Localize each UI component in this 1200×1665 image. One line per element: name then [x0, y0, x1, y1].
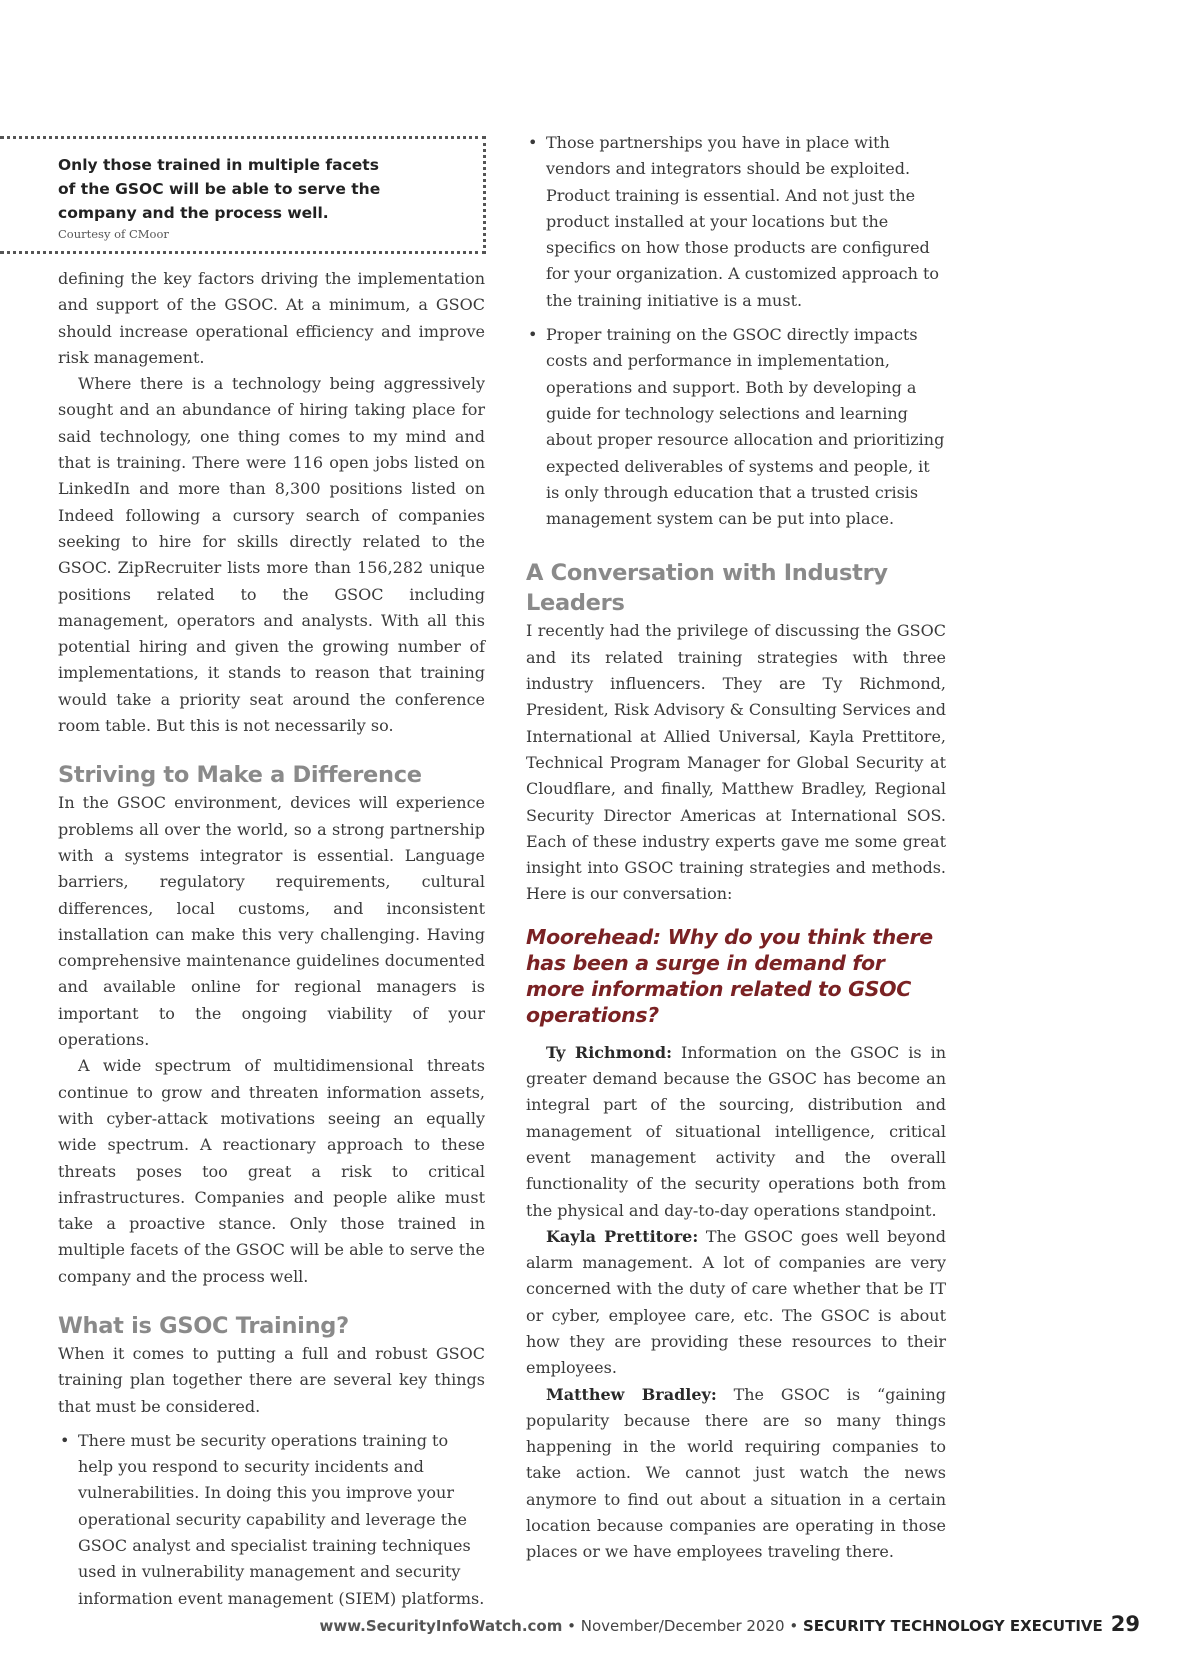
bullet-icon: •: [528, 325, 538, 345]
photo-caption: Only those trained in multiple facets of the GSOC will be able to serve the company and the process well.: [58, 156, 381, 222]
bullet-text: Proper training on the GSOC directly impacts costs and performance in implementation, operations and support. Both by developing a guide for technology selections and learning about proper resource allocation and prioritizing expected deliverables of systems and people, it is only through education that a trusted crisis management system can be put into place.: [546, 325, 945, 529]
paragraph: In the GSOC environment, devices will experience problems all over the world, so a strong partnership with a systems integrator is essential. Language barriers, regulatory requirements, cultural differences, local customs, and inconsistent installation can make this very challenging. Having comprehensive maintenance guidelines documented and available online for regional managers is important to the ongoing viability of your operations.: [58, 793, 485, 1050]
bullet-text: Those partnerships you have in place with vendors and integrators should be exploited. Product training is essential. And not just the product installed at your locations but the specifics on how those products are configured for your organization. A customized approach to the training initiative is a must.: [546, 133, 940, 310]
paragraph: defining the key factors driving the implementation and support of the GSOC. At a minimum, a GSOC should increase operational efficiency and improve risk management.: [58, 269, 485, 367]
section-heading-conversation: A Conversation with Industry Leaders: [526, 560, 888, 617]
answer-text: Information on the GSOC is in greater demand because the GSOC has become an integral part of the sourcing, distribution and management of situational intelligence, critical event management activity and the overall functionality of the security operations both from the physical and day-to-day operations standpoint.: [526, 1042, 947, 1220]
bullet-list: [58, 1428, 485, 1612]
page-number: 29: [1110, 1612, 1140, 1636]
answer-text: The GSOC is “gaining popularity because there are so many things happening in the world requiring companies to take action. We cannot just watch the news anymore to find out about a situation in a certain location because companies are operating in those places or we have employees traveling there.: [526, 1384, 946, 1562]
bullet-text: There must be security operations training to help you respond to security incidents and vulnerabilities. In doing this you improve your operational security capability and leverage the GSOC analyst and specialist training techniques used in vulnerability management and security information event management (SIEM) platforms.: [78, 1430, 485, 1608]
section-heading-training: What is GSOC Training?: [58, 1312, 349, 1339]
list-item: [526, 322, 946, 532]
answer-paragraph: [526, 1040, 946, 1224]
photo-credit: Courtesy of CMoor: [58, 227, 169, 241]
interview-question: Moorehead: Why do you think there has been a surge in demand for more information related to GSOC operations?: [526, 924, 933, 1027]
right-column: [526, 130, 946, 1566]
footer-issue-date: November/December 2020: [580, 1617, 785, 1635]
answer-text: The GSOC goes well beyond alarm management. A lot of companies are very concerned with the duty of care whether that be IT or cyber, employee care, etc. The GSOC is about how they are providing these resources to their employees.: [526, 1226, 946, 1378]
paragraph: When it comes to putting a full and robust GSOC training plan together there are several key things that must be considered.: [58, 1343, 485, 1416]
list-item: [526, 130, 946, 314]
bullet-icon: •: [60, 1430, 70, 1450]
speaker-name: Kayla Prettitore:: [546, 1226, 699, 1246]
paragraph: A wide spectrum of multidimensional threats continue to grow and threaten information assets, with cyber-attack motivations seeing an equally wide spectrum. A reactionary approach to these threats poses too great a risk to critical infrastructures. Companies and people alike must take a proactive stance. Only those trained in multiple facets of the GSOC will be able to serve the company and the process well.: [58, 1056, 485, 1286]
footer-separator: •: [784, 1617, 803, 1635]
footer-site-link[interactable]: www.SecurityInfoWatch.com: [319, 1617, 563, 1635]
answer-paragraph: [526, 1224, 946, 1382]
speaker-name: Matthew Bradley:: [546, 1384, 717, 1404]
page-footer: [320, 1612, 1140, 1642]
bullet-list: [526, 130, 946, 532]
photo-caption-box: [0, 136, 486, 254]
paragraph: I recently had the privilege of discussing the GSOC and its related training strategies with three industry influencers. They are Ty Richmond, President, Risk Advisory & Consulting Services and International at Allied Universal, Kayla Prettitore, Technical Program Manager for Global Security at Cloudflare, and finally, Matthew Bradley, Regional Security Director Americas at International SOS. Each of these industry experts gave me some great insight into GSOC training strategies and methods. Here is our conversation:: [526, 621, 946, 904]
list-item: [58, 1428, 485, 1612]
answer-paragraph: [526, 1382, 946, 1566]
bullet-icon: •: [528, 133, 538, 152]
paragraph: Where there is a technology being aggressively sought and an abundance of hiring taking place for said technology, one thing comes to my mind and that is training. There were 116 open jobs listed on LinkedIn and more than 8,300 positions listed on Indeed following a cursory search of companies seeking to hire for skills directly related to the GSOC. ZipRecruiter lists more than 156,282 unique positions related to the GSOC including management, operators and analysts. With all this potential hiring and given the growing number of implementations, it stands to reason that training would take a priority seat around the conference room table. But this is not necessarily so.: [58, 374, 485, 736]
footer-magazine-title: SECURITY TECHNOLOGY EXECUTIVE: [802, 1617, 1103, 1635]
footer-separator: •: [562, 1617, 581, 1635]
left-column: [58, 266, 485, 1612]
section-heading-difference: Striving to Make a Difference: [58, 762, 422, 789]
speaker-name: Ty Richmond:: [546, 1042, 673, 1062]
